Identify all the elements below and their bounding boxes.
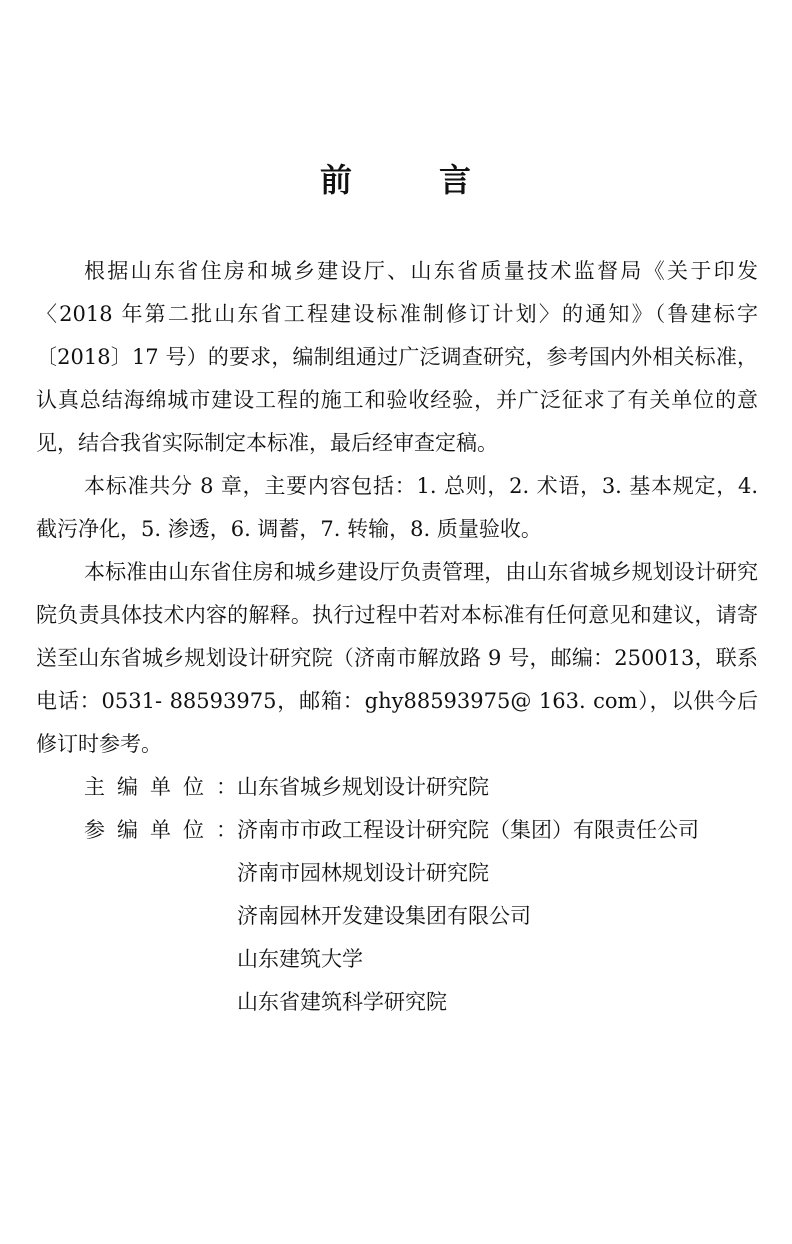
paragraph-basis: 根据山东省住房和城乡建设厅、山东省质量技术监督局《关于印发〈2018 年第二批山东省工程建设标准制修订计划〉的通知》（鲁建标字〔2018〕17 号）的要求，编制组通过广泛调查研究，参考国内外相关标准，认真总结海绵城市建设工程的施工和验收经验，并广泛征求了有关单位的意见，结合我省实际制定本标准，最后经审查定稿。 bbox=[36, 259, 758, 455]
participating-unit-item: 济南园林开发建设集团有限公司 bbox=[237, 904, 531, 928]
participating-unit-label-text: 参编单位 bbox=[84, 818, 216, 842]
participating-unit-colon: ： bbox=[216, 818, 237, 842]
title-char-2: 言 bbox=[439, 161, 473, 199]
participating-unit-item: 济南市市政工程设计研究院（集团）有限责任公司 bbox=[237, 818, 699, 842]
chief-unit-list bbox=[237, 766, 758, 809]
page-title bbox=[0, 150, 792, 210]
preface-body bbox=[36, 250, 758, 1024]
participating-unit-item: 山东省建筑科学研究院 bbox=[237, 990, 447, 1014]
title-char-1: 前 bbox=[319, 161, 353, 199]
participating-unit-row bbox=[36, 809, 758, 1024]
chief-unit-item: 山东省城乡规划设计研究院 bbox=[237, 775, 489, 799]
participating-unit-list bbox=[237, 809, 758, 1024]
participating-unit-item: 山东建筑大学 bbox=[237, 947, 363, 971]
participating-unit-label bbox=[84, 809, 237, 1024]
paragraph-contents: 本标准共分 8 章，主要内容包括：1. 总则，2. 术语，3. 基本规定，4. 截污净化，5. 渗透，6. 调蓄，7. 转输，8. 质量验收。 bbox=[36, 474, 758, 541]
chief-unit-colon: ： bbox=[216, 775, 237, 799]
chief-unit-row bbox=[36, 766, 758, 809]
participating-unit-item: 济南市园林规划设计研究院 bbox=[237, 861, 489, 885]
paragraph-management: 本标准由山东省住房和城乡建设厅负责管理，由山东省城乡规划设计研究院负责具体技术内容的解释。执行过程中若对本标准有任何意见和建议，请寄送至山东省城乡规划设计研究院（济南市解放路 9 号，邮编：250013，联系电话：0531- 88593975，邮箱：ghy88593975@ 163. com），以供今后修订时参考。 bbox=[36, 560, 758, 756]
chief-unit-label-text: 主编单位 bbox=[84, 775, 216, 799]
chief-unit-label bbox=[84, 766, 237, 809]
